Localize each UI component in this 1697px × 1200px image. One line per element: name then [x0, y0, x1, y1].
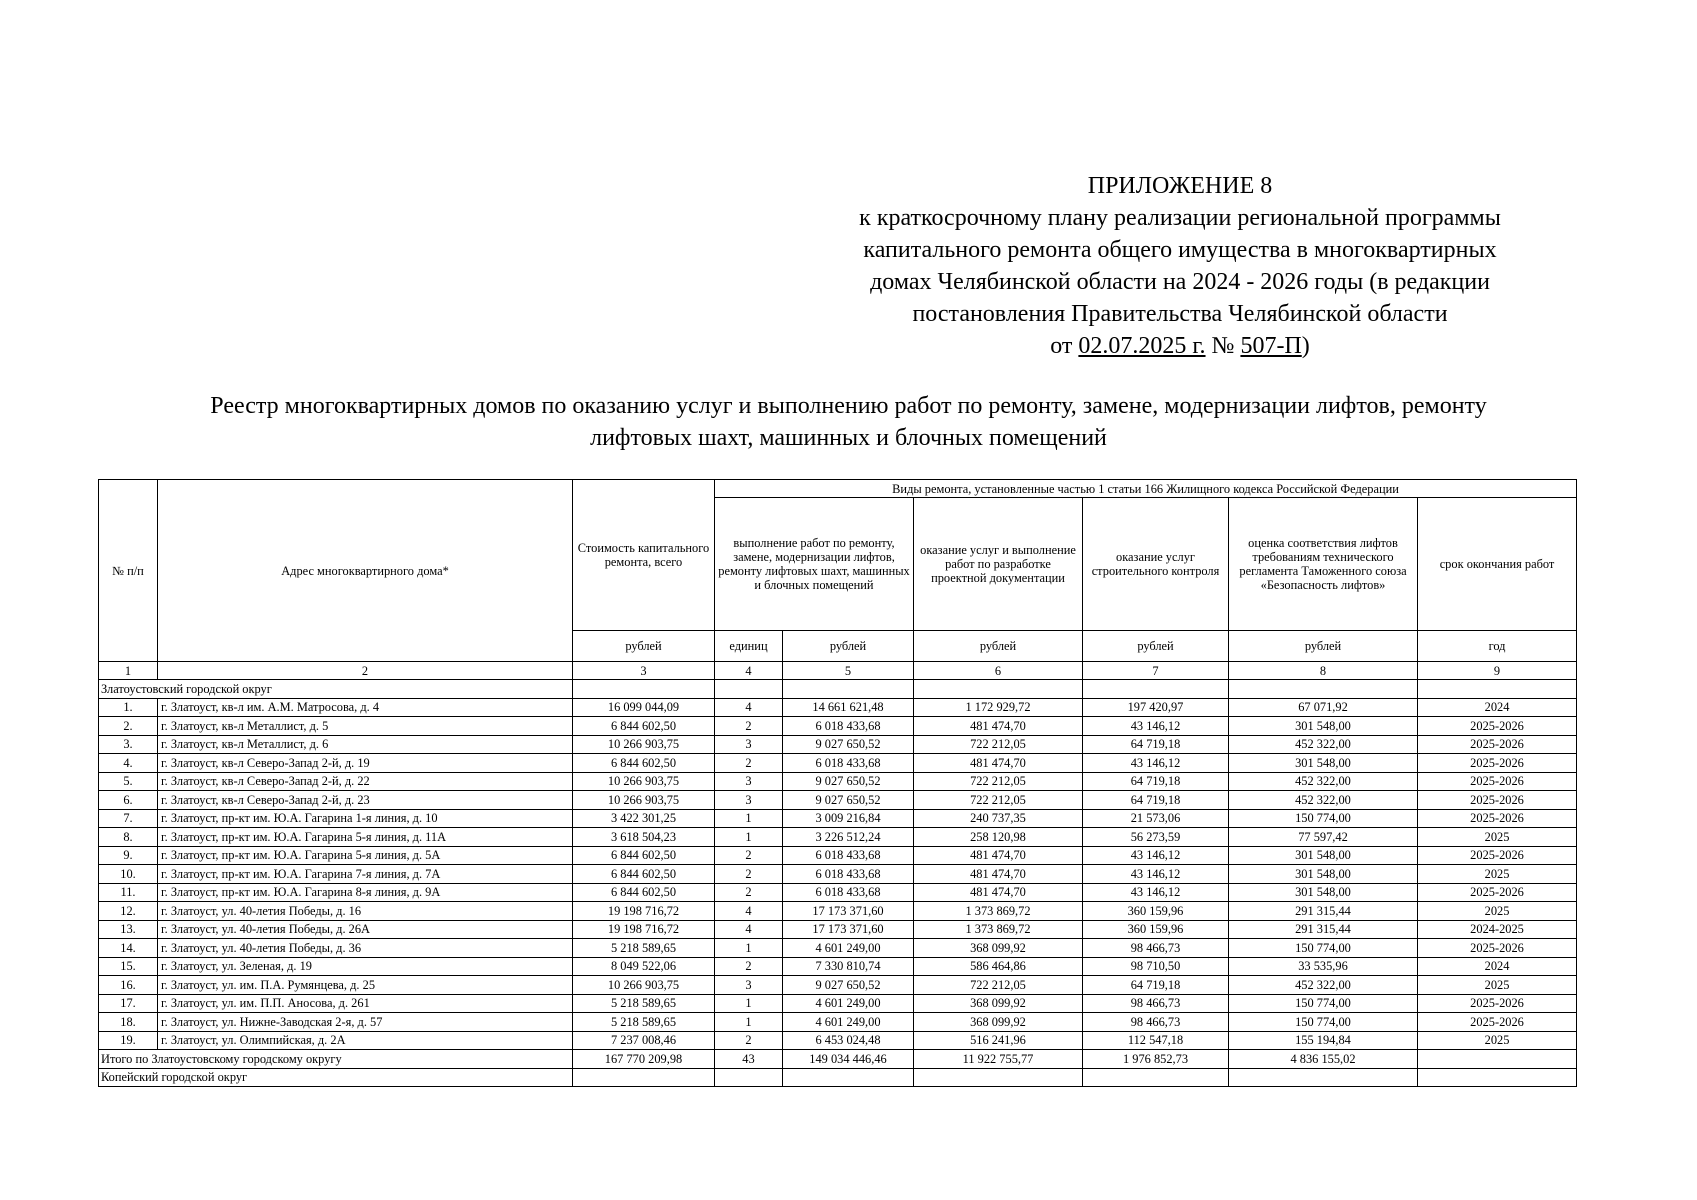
table-row — [99, 902, 1577, 921]
row-number: 6. — [99, 791, 158, 810]
row-cost: 7 237 008,46 — [573, 1031, 715, 1050]
appendix-line-1: к краткосрочному плану реализации региональной программы — [859, 205, 1501, 231]
row-control: 98 466,73 — [1083, 939, 1229, 958]
row-cost: 6 844 602,50 — [573, 846, 715, 865]
section-row — [99, 680, 1577, 699]
row-design: 722 212,05 — [914, 735, 1083, 754]
row-address: г. Златоуст, пр-кт им. Ю.А. Гагарина 1-я линия, д. 10 — [158, 809, 573, 828]
row-number: 9. — [99, 846, 158, 865]
row-address: г. Златоуст, ул. Нижне-Заводская 2-я, д. 57 — [158, 1013, 573, 1032]
row-work: 6 018 433,68 — [783, 883, 914, 902]
total-year — [1418, 1050, 1577, 1069]
row-year: 2024 — [1418, 957, 1577, 976]
row-assessment: 150 774,00 — [1229, 994, 1418, 1013]
header-num: № п/п — [99, 480, 158, 662]
row-number: 18. — [99, 1013, 158, 1032]
document-title-line-1: Реестр многоквартирных домов по оказанию услуг и выполнению работ по ремонту, замене, модернизации лифтов, ремонту — [210, 393, 1487, 419]
row-design: 240 737,35 — [914, 809, 1083, 828]
row-year: 2025-2026 — [1418, 994, 1577, 1013]
row-quantity: 2 — [715, 846, 783, 865]
row-work: 17 173 371,60 — [783, 902, 914, 921]
row-control: 112 547,18 — [1083, 1031, 1229, 1050]
row-quantity: 3 — [715, 791, 783, 810]
row-quantity: 1 — [715, 994, 783, 1013]
number-sign: № — [1211, 333, 1235, 359]
table-row — [99, 957, 1577, 976]
section-label: Копейский городской округ — [99, 1068, 573, 1087]
row-quantity: 2 — [715, 883, 783, 902]
unit-control: рублей — [1083, 631, 1229, 662]
row-year: 2025-2026 — [1418, 791, 1577, 810]
row-address: г. Златоуст, пр-кт им. Ю.А. Гагарина 5-я линия, д. 11А — [158, 828, 573, 847]
column-number: 3 — [573, 662, 715, 680]
row-quantity: 2 — [715, 1031, 783, 1050]
row-quantity: 3 — [715, 772, 783, 791]
total-assess: 4 836 155,02 — [1229, 1050, 1418, 1069]
row-number: 17. — [99, 994, 158, 1013]
header-work: выполнение работ по ремонту, замене, модернизации лифтов, ремонту лифтовых шахт, машинных и блочных помещений — [715, 498, 914, 631]
row-design: 481 474,70 — [914, 865, 1083, 884]
appendix-line-3: домах Челябинской области на 2024 - 2026 годы (в редакции — [870, 269, 1490, 295]
row-cost: 10 266 903,75 — [573, 772, 715, 791]
row-control: 43 146,12 — [1083, 865, 1229, 884]
row-year: 2024-2025 — [1418, 920, 1577, 939]
row-work: 3 226 512,24 — [783, 828, 914, 847]
row-design: 368 099,92 — [914, 1013, 1083, 1032]
header-design: оказание услуг и выполнение работ по разработке проектной документации — [914, 498, 1083, 631]
row-design: 1 373 869,72 — [914, 902, 1083, 921]
row-design: 481 474,70 — [914, 754, 1083, 773]
row-assessment: 150 774,00 — [1229, 809, 1418, 828]
row-year: 2025-2026 — [1418, 1013, 1577, 1032]
row-work: 3 009 216,84 — [783, 809, 914, 828]
row-control: 64 719,18 — [1083, 735, 1229, 754]
row-design: 368 099,92 — [914, 939, 1083, 958]
row-number: 5. — [99, 772, 158, 791]
row-year: 2025-2026 — [1418, 717, 1577, 736]
table-row — [99, 865, 1577, 884]
document-title-line-2: лифтовых шахт, машинных и блочных помещений — [590, 425, 1107, 451]
row-number: 4. — [99, 754, 158, 773]
column-number: 1 — [99, 662, 158, 680]
closing-paren: ) — [1301, 333, 1310, 359]
table-row — [99, 883, 1577, 902]
row-work: 6 453 024,48 — [783, 1031, 914, 1050]
row-control: 360 159,96 — [1083, 902, 1229, 921]
row-year: 2025-2026 — [1418, 754, 1577, 773]
total-cost: 167 770 209,98 — [573, 1050, 715, 1069]
row-control: 197 420,97 — [1083, 698, 1229, 717]
row-address: г. Златоуст, кв-л Металлист, д. 6 — [158, 735, 573, 754]
total-control: 1 976 852,73 — [1083, 1050, 1229, 1069]
table-row — [99, 939, 1577, 958]
table-row — [99, 920, 1577, 939]
row-cost: 6 844 602,50 — [573, 754, 715, 773]
row-year: 2025 — [1418, 976, 1577, 995]
registry-table — [98, 479, 1577, 1087]
row-address: г. Златоуст, ул. Зеленая, д. 19 — [158, 957, 573, 976]
row-design: 1 172 929,72 — [914, 698, 1083, 717]
row-address: г. Златоуст, ул. 40-летия Победы, д. 26А — [158, 920, 573, 939]
row-year: 2025 — [1418, 865, 1577, 884]
row-assessment: 77 597,42 — [1229, 828, 1418, 847]
row-number: 12. — [99, 902, 158, 921]
row-number: 2. — [99, 717, 158, 736]
row-year: 2025-2026 — [1418, 846, 1577, 865]
section-label: Златоустовский городской округ — [99, 680, 573, 699]
row-assessment: 67 071,92 — [1229, 698, 1418, 717]
row-design: 258 120,98 — [914, 828, 1083, 847]
row-address: г. Златоуст, ул. 40-летия Победы, д. 16 — [158, 902, 573, 921]
row-cost: 5 218 589,65 — [573, 994, 715, 1013]
row-work: 9 027 650,52 — [783, 791, 914, 810]
row-address: г. Златоуст, ул. им. П.А. Румянцева, д. 25 — [158, 976, 573, 995]
row-address: г. Златоуст, кв-л Северо-Запад 2-й, д. 22 — [158, 772, 573, 791]
row-cost: 10 266 903,75 — [573, 976, 715, 995]
row-cost: 10 266 903,75 — [573, 735, 715, 754]
row-control: 98 710,50 — [1083, 957, 1229, 976]
row-assessment: 452 322,00 — [1229, 735, 1418, 754]
section-row — [99, 1068, 1577, 1087]
row-design: 516 241,96 — [914, 1031, 1083, 1050]
row-cost: 3 422 301,25 — [573, 809, 715, 828]
row-work: 7 330 810,74 — [783, 957, 914, 976]
appendix-title: ПРИЛОЖЕНИЕ 8 — [1087, 173, 1273, 199]
row-cost: 3 618 504,23 — [573, 828, 715, 847]
row-number: 7. — [99, 809, 158, 828]
header-address: Адрес многоквартирного дома* — [158, 480, 573, 662]
appendix-line-2: капитального ремонта общего имущества в многоквартирных — [863, 237, 1497, 263]
row-year: 2025-2026 — [1418, 735, 1577, 754]
row-quantity: 4 — [715, 920, 783, 939]
row-assessment: 452 322,00 — [1229, 772, 1418, 791]
row-year: 2025-2026 — [1418, 883, 1577, 902]
row-assessment: 291 315,44 — [1229, 902, 1418, 921]
row-quantity: 2 — [715, 717, 783, 736]
resolution-number: 507-П — [1240, 333, 1302, 359]
row-assessment: 33 535,96 — [1229, 957, 1418, 976]
row-cost: 19 198 716,72 — [573, 920, 715, 939]
row-address: г. Златоуст, кв-л им. А.М. Матросова, д. 4 — [158, 698, 573, 717]
header-cost: Стоимость капитального ремонта, всего — [573, 480, 715, 631]
row-control: 360 159,96 — [1083, 920, 1229, 939]
row-year: 2025-2026 — [1418, 772, 1577, 791]
row-cost: 6 844 602,50 — [573, 865, 715, 884]
unit-qty: единиц — [715, 631, 783, 662]
unit-deadline: год — [1418, 631, 1577, 662]
document-title — [100, 390, 1597, 454]
column-number: 6 — [914, 662, 1083, 680]
total-work: 149 034 446,46 — [783, 1050, 914, 1069]
table-row — [99, 1013, 1577, 1032]
table-row — [99, 717, 1577, 736]
row-control: 43 146,12 — [1083, 754, 1229, 773]
row-work: 9 027 650,52 — [783, 735, 914, 754]
row-work: 6 018 433,68 — [783, 865, 914, 884]
row-number: 1. — [99, 698, 158, 717]
row-assessment: 150 774,00 — [1229, 939, 1418, 958]
row-number: 16. — [99, 976, 158, 995]
row-design: 1 373 869,72 — [914, 920, 1083, 939]
row-address: г. Златоуст, ул. Олимпийская, д. 2А — [158, 1031, 573, 1050]
row-design: 481 474,70 — [914, 883, 1083, 902]
header-repair-types: Виды ремонта, установленные частью 1 статьи 166 Жилищного кодекса Российской Федерации — [715, 480, 1577, 498]
row-address: г. Златоуст, пр-кт им. Ю.А. Гагарина 8-я линия, д. 9А — [158, 883, 573, 902]
table-row — [99, 1031, 1577, 1050]
column-number: 8 — [1229, 662, 1418, 680]
table-row — [99, 735, 1577, 754]
row-work: 14 661 621,48 — [783, 698, 914, 717]
row-design: 481 474,70 — [914, 717, 1083, 736]
appendix-header — [800, 170, 1560, 362]
row-address: г. Златоуст, кв-л Металлист, д. 5 — [158, 717, 573, 736]
row-work: 4 601 249,00 — [783, 939, 914, 958]
column-number: 7 — [1083, 662, 1229, 680]
column-number: 4 — [715, 662, 783, 680]
row-design: 586 464,86 — [914, 957, 1083, 976]
row-cost: 10 266 903,75 — [573, 791, 715, 810]
row-design: 368 099,92 — [914, 994, 1083, 1013]
unit-work: рублей — [783, 631, 914, 662]
table-row — [99, 994, 1577, 1013]
row-cost: 19 198 716,72 — [573, 902, 715, 921]
table-row — [99, 791, 1577, 810]
row-control: 64 719,18 — [1083, 791, 1229, 810]
row-number: 8. — [99, 828, 158, 847]
row-control: 43 146,12 — [1083, 717, 1229, 736]
table-row — [99, 846, 1577, 865]
row-cost: 6 844 602,50 — [573, 883, 715, 902]
header-deadline: срок окончания работ — [1418, 498, 1577, 631]
row-quantity: 2 — [715, 754, 783, 773]
header-control: оказание услуг строительного контроля — [1083, 498, 1229, 631]
table-body — [99, 680, 1577, 1087]
row-quantity: 1 — [715, 809, 783, 828]
row-control: 43 146,12 — [1083, 883, 1229, 902]
table-row — [99, 976, 1577, 995]
row-number: 3. — [99, 735, 158, 754]
table-row — [99, 754, 1577, 773]
row-control: 98 466,73 — [1083, 994, 1229, 1013]
row-year: 2025 — [1418, 902, 1577, 921]
row-control: 43 146,12 — [1083, 846, 1229, 865]
row-cost: 5 218 589,65 — [573, 939, 715, 958]
row-number: 13. — [99, 920, 158, 939]
row-quantity: 4 — [715, 698, 783, 717]
unit-assessment: рублей — [1229, 631, 1418, 662]
row-number: 15. — [99, 957, 158, 976]
row-work: 6 018 433,68 — [783, 717, 914, 736]
row-design: 722 212,05 — [914, 791, 1083, 810]
row-address: г. Златоуст, пр-кт им. Ю.А. Гагарина 5-я линия, д. 5А — [158, 846, 573, 865]
row-assessment: 452 322,00 — [1229, 791, 1418, 810]
resolution-date: 02.07.2025 г. — [1078, 333, 1206, 359]
row-year: 2025 — [1418, 1031, 1577, 1050]
table-row — [99, 828, 1577, 847]
total-label: Итого по Златоустовскому городскому округу — [99, 1050, 573, 1069]
unit-design: рублей — [914, 631, 1083, 662]
row-address: г. Златоуст, ул. им. П.П. Аносова, д. 261 — [158, 994, 573, 1013]
row-quantity: 2 — [715, 865, 783, 884]
row-assessment: 155 194,84 — [1229, 1031, 1418, 1050]
row-control: 64 719,18 — [1083, 976, 1229, 995]
row-quantity: 3 — [715, 976, 783, 995]
row-work: 4 601 249,00 — [783, 1013, 914, 1032]
row-quantity: 3 — [715, 735, 783, 754]
column-number: 9 — [1418, 662, 1577, 680]
row-address: г. Златоуст, ул. 40-летия Победы, д. 36 — [158, 939, 573, 958]
appendix-resolution-line — [800, 330, 1560, 362]
row-work: 9 027 650,52 — [783, 772, 914, 791]
row-work: 17 173 371,60 — [783, 920, 914, 939]
row-quantity: 1 — [715, 828, 783, 847]
row-number: 10. — [99, 865, 158, 884]
total-row — [99, 1050, 1577, 1069]
row-assessment: 452 322,00 — [1229, 976, 1418, 995]
row-control: 21 573,06 — [1083, 809, 1229, 828]
table-row — [99, 809, 1577, 828]
row-assessment: 291 315,44 — [1229, 920, 1418, 939]
row-design: 722 212,05 — [914, 976, 1083, 995]
row-address: г. Златоуст, кв-л Северо-Запад 2-й, д. 23 — [158, 791, 573, 810]
row-assessment: 301 548,00 — [1229, 846, 1418, 865]
row-assessment: 301 548,00 — [1229, 865, 1418, 884]
row-cost: 8 049 522,06 — [573, 957, 715, 976]
column-number: 5 — [783, 662, 914, 680]
row-cost: 16 099 044,09 — [573, 698, 715, 717]
appendix-from: от — [1050, 333, 1073, 359]
row-year: 2025 — [1418, 828, 1577, 847]
row-design: 481 474,70 — [914, 846, 1083, 865]
row-assessment: 301 548,00 — [1229, 754, 1418, 773]
row-cost: 6 844 602,50 — [573, 717, 715, 736]
row-quantity: 4 — [715, 902, 783, 921]
row-work: 4 601 249,00 — [783, 994, 914, 1013]
row-control: 64 719,18 — [1083, 772, 1229, 791]
table-row — [99, 772, 1577, 791]
row-control: 56 273,59 — [1083, 828, 1229, 847]
row-design: 722 212,05 — [914, 772, 1083, 791]
row-control: 98 466,73 — [1083, 1013, 1229, 1032]
row-assessment: 301 548,00 — [1229, 883, 1418, 902]
column-number: 2 — [158, 662, 573, 680]
row-address: г. Златоуст, кв-л Северо-Запад 2-й, д. 19 — [158, 754, 573, 773]
row-year: 2024 — [1418, 698, 1577, 717]
row-year: 2025-2026 — [1418, 809, 1577, 828]
total-design: 11 922 755,77 — [914, 1050, 1083, 1069]
table-row — [99, 698, 1577, 717]
appendix-line-4: постановления Правительства Челябинской области — [912, 301, 1448, 327]
row-assessment: 301 548,00 — [1229, 717, 1418, 736]
header-assessment: оценка соответствия лифтов требованиям технического регламента Таможенного союза «Безопасность лифтов» — [1229, 498, 1418, 631]
row-work: 9 027 650,52 — [783, 976, 914, 995]
unit-cost: рублей — [573, 631, 715, 662]
row-quantity: 1 — [715, 1013, 783, 1032]
row-address: г. Златоуст, пр-кт им. Ю.А. Гагарина 7-я линия, д. 7А — [158, 865, 573, 884]
row-work: 6 018 433,68 — [783, 754, 914, 773]
row-quantity: 2 — [715, 957, 783, 976]
row-number: 19. — [99, 1031, 158, 1050]
total-qty: 43 — [715, 1050, 783, 1069]
row-assessment: 150 774,00 — [1229, 1013, 1418, 1032]
row-number: 14. — [99, 939, 158, 958]
row-year: 2025-2026 — [1418, 939, 1577, 958]
row-number: 11. — [99, 883, 158, 902]
row-cost: 5 218 589,65 — [573, 1013, 715, 1032]
row-quantity: 1 — [715, 939, 783, 958]
row-work: 6 018 433,68 — [783, 846, 914, 865]
